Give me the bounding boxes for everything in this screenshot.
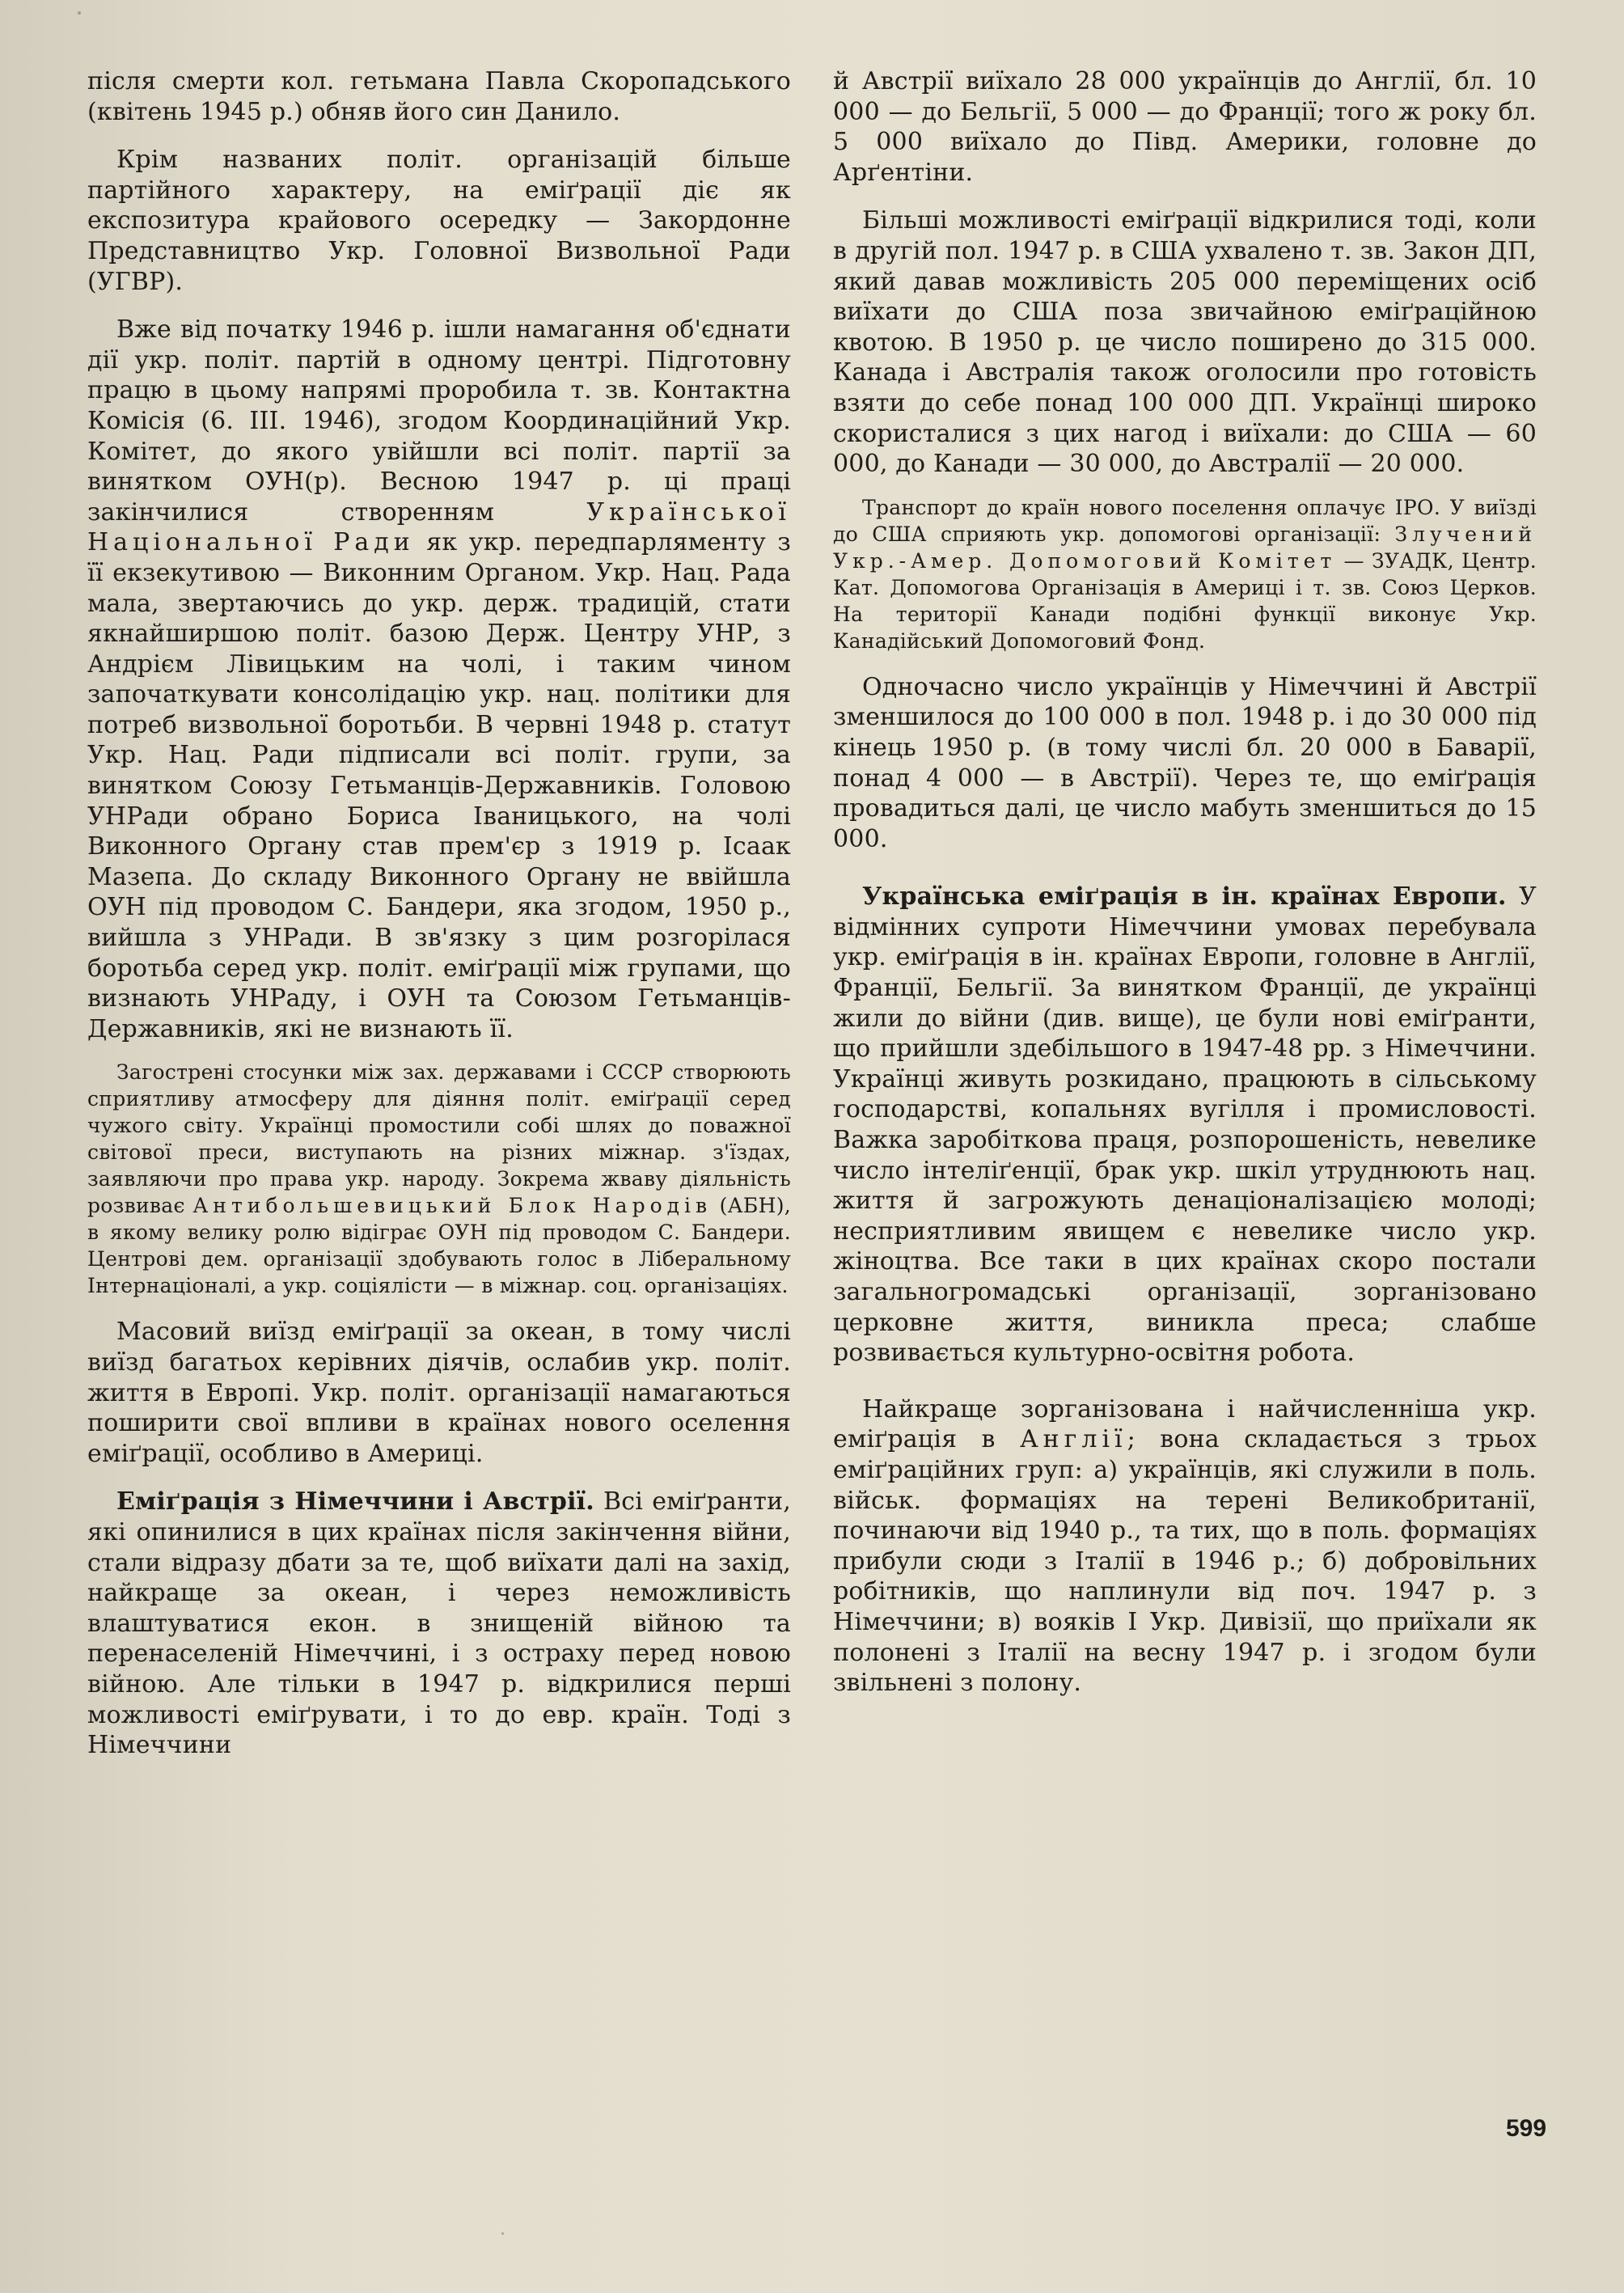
- section-heading: Українська еміґрація в ін. країнах Европи.: [862, 882, 1507, 912]
- spaced-term: Злучений Укр.-Амер. Допомоговий Комітет: [833, 522, 1537, 573]
- paragraph: після смерти кол. гетьмана Павла Скоропадського (квітень 1945 р.) обняв його син Данило.: [87, 67, 791, 126]
- text-run: Найкраще зорганізована і найчисленніша укр. еміґрація в: [833, 1394, 1537, 1454]
- text-run: — ЗУАДК, Центр. Кат. Допомогова Організація в Америці і т. зв. Союз Церков. На території Канади подібні функції виконує Укр. Канадійський Допомоговий Фонд.: [833, 548, 1537, 653]
- text-run: Всі еміґранти, які опинилися в цих країнах після закінчення війни, стали відразу дбати за те, щоб виїхати далі на захід, найкраще за океан, і через неможливість влаштуватися екон. в знищеній війною та перенаселеній Німеччині, і з остраху перед новою війною. Але тільки в 1947 р. відкрилися перші можливості еміґрувати, і то до евр. країн. Тоді з Німеччини: [87, 1487, 791, 1760]
- paragraph: [87, 315, 791, 1044]
- spaced-term: Антибольшевицький Блок Народів: [192, 1194, 713, 1218]
- paper-speck: [501, 2232, 504, 2235]
- section-heading: Еміґрація з Німеччини і Австрії.: [116, 1487, 594, 1517]
- paragraph: [833, 1394, 1537, 1699]
- text-run: як укр. передпарляменту з її екзекутивою — Виконним Органом. Укр. Нац. Рада мала, звертаючись до укр. держ. традицій, стати якнайширшою політ. базою Держ. Центру УНР, з Андрієм Лівицьким на чолі, і таким чином започаткувати консолідацію укр. нац. політики для потреб визвольної боротьби. В червні 1948 р. статут Укр. Нац. Ради підписали всі політ. групи, за винятком Союзу Гетьманців-Державників. Головою УНРади обрано Бориса Іваницького, на чолі Виконного Органу став прем'єр з 1919 р. Ісаак Мазепа. До складу Виконного Органу не ввійшла ОУН під проводом С. Бандери, яка згодом, 1950 р., вийшла з УНРади. В зв'язку з цим розгорілася боротьба серед укр. політ. еміґрації між групами, що визнають УНРаду, і ОУН та Союзом Гетьманців-Державників, які не визнають її.: [87, 528, 791, 1043]
- paper-speck: [78, 11, 81, 15]
- paragraph: Одночасно число українців у Німеччині й Австрії зменшилося до 100 000 в пол. 1948 р. і до 30 000 під кінець 1950 р. (в тому числі бл. 20 000 в Баварії, понад 4 000 — в Австрії). Через те, що еміґрація провадиться далі, це число мабуть зменшиться до 15 000.: [833, 672, 1537, 853]
- left-column: [87, 66, 791, 1761]
- page-number: 599: [1506, 2115, 1547, 2142]
- spaced-term: Української Національної Ради: [87, 497, 791, 557]
- text-run: Транспорт до країн нового поселення оплачує ІРО. У виїзді до США сприяють укр. допомогові організації:: [833, 495, 1537, 546]
- text-run: Вже від початку 1946 р. ішли намагання об'єднати дії укр. політ. партій в одному центрі. Підготовну працю в цьому напрямі проробила т. зв. Контактна Комісія (6. III. 1946), згодом Координаційний Укр. Комітет, до якого увійшли всі політ. партії за винятком ОУН(р). Весною 1947 р. ці праці закінчилися створенням: [87, 315, 791, 527]
- small-print-paragraph: [833, 494, 1537, 654]
- paragraph: Крім названих політ. організацій більше партійного характеру, на еміґрації діє як експозитура крайового осередку — Закордонне Представництво Укр. Головної Визвольної Ради (УГВР).: [87, 146, 791, 296]
- right-column: [833, 66, 1537, 1699]
- text-run: (АБН), в якому велику ролю відіграє ОУН під проводом С. Бандери. Центрові дем. організації здобувають голос в Ліберальному Інтернаціоналі, а укр. соціялісти — в міжнар. соц. організаціях.: [87, 1194, 791, 1298]
- paragraph: [87, 1487, 791, 1760]
- small-print-paragraph: [87, 1059, 791, 1299]
- spaced-term: Англії: [1019, 1425, 1127, 1454]
- paragraph: Більші можливості еміґрації відкрилися тоді, коли в другій пол. 1947 р. в США ухвалено т. зв. Закон ДП, який давав можливість 205 000 переміщених осіб виїхати до США поза звичайною еміґраційною квотою. В 1950 р. це число поширено до 315 000. Канада і Австралія також оголосили про готовість взяти до себе понад 100 000 ДП. Українці широко скористалися з цих нагод і виїхали: до США — 60 000, до Канади — 30 000, до Австралії — 20 000.: [833, 206, 1537, 479]
- text-run: ; вона складається з трьох еміґраційних груп: а) українців, які служили в поль. військ. формаціях на терені Великобританії, починаючи від 1940 р., та тих, що в поль. формаціях прибули сюди з Італії в 1946 р.; б) добровільних робітників, що наплинули від поч. 1947 р. з Німеччини; в) вояків I Укр. Дивізії, що приїхали як полонені з Італії на весну 1947 р. і згодом були звільнені з полону.: [833, 1425, 1537, 1698]
- paragraph: [833, 882, 1537, 1369]
- paragraph: й Австрії виїхало 28 000 українців до Англії, бл. 10 000 — до Бельгії, 5 000 — до Франції; того ж року бл. 5 000 виїхало до Півд. Америки, головне до Арґентіни.: [833, 67, 1537, 187]
- text-run: Загострені стосунки між зах. державами і СССР створюють сприятливу атмосферу для діяння політ. еміґрації серед чужого світу. Українці промостили собі шлях до поважної світової преси, виступають на різних міжнар. з'їздах, заявляючи про права укр. народу. Зокрема жваву діяльність розвиває: [87, 1060, 791, 1218]
- paragraph: Масовий виїзд еміґрації за океан, в тому числі виїзд багатьох керівних діячів, ослабив укр. політ. життя в Европі. Укр. політ. організації намагаються поширити свої впливи в країнах нового оселення еміґрації, особливо в Америці.: [87, 1318, 791, 1468]
- text-run: У відмінних супроти Німеччини умовах перебувала укр. еміґрація в ін. країнах Европи, головне в Англії, Франції, Бельгії. За винятком Франції, де українці жили до війни (див. вище), це були нові еміґранти, що прийшли здебільшого в 1947-48 рр. з Німеччини. Українці живуть розкидано, працюють в сільському господарстві, копальнях вугілля і промисловості. Важка заробіткова праця, розпорошеність, невелике число інтеліґенції, брак укр. шкіл утруднюють нац. життя й загрожують денаціоналізацією молоді; несприятливим явищем є невелике число укр. жіноцтва. Все таки в цих країнах скоро постали загальногромадські організації, зорганізовано церковне життя, виникла преса; слабше розвивається культурно-освітня робота.: [833, 882, 1537, 1368]
